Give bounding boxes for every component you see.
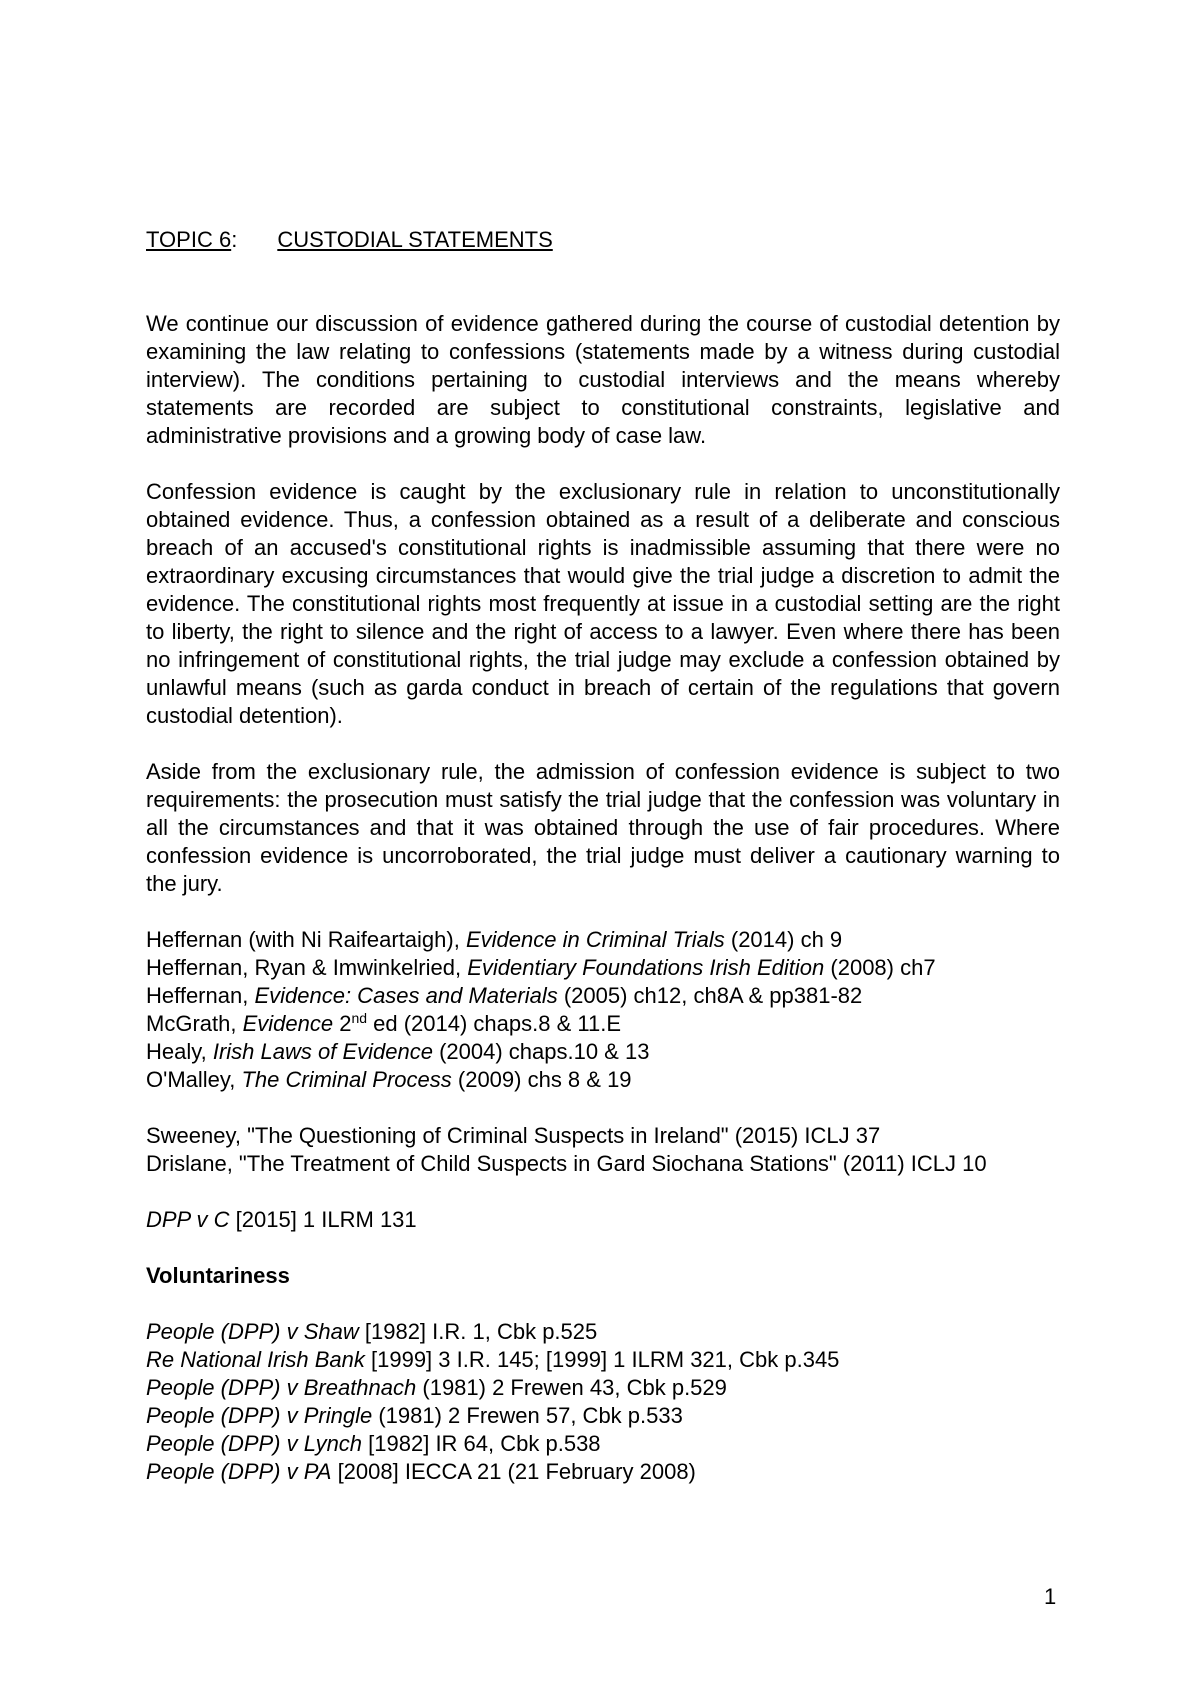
reference-item: Heffernan, Evidence: Cases and Materials (2005) ch12, ch8A & pp381-82 xyxy=(146,983,863,1008)
case-item: People (DPP) v PA [2008] IECCA 21 (21 February 2008) xyxy=(146,1459,696,1484)
exclusionary-paragraph: Confession evidence is caught by the exclusionary rule in relation to unconstitutionally obtained evidence. Thus, a confession obtained as a result of a deliberate and conscious breach of an accused's constitutional rights is inadmissible assuming that there were no extraordinary excusing circumstances that would give the trial judge a discretion to admit the evidence. The constitutional rights most frequently at issue in a custodial setting are the right to liberty, the right to silence and the right of access to a lawyer. Even where there has been no infringement of constitutional rights, the trial judge may exclude a confession obtained by unlawful means (such as garda conduct in breach of certain of the regulations that govern custodial detention). xyxy=(146,479,1060,728)
reference-item: O'Malley, The Criminal Process (2009) chs 8 & 19 xyxy=(146,1067,632,1092)
article-item: Sweeney, "The Questioning of Criminal Suspects in Ireland" (2015) ICLJ 37 xyxy=(146,1123,881,1148)
article-item: Drislane, "The Treatment of Child Suspects in Gard Siochana Stations" (2011) ICLJ 10 xyxy=(146,1151,987,1176)
topic-title: CUSTODIAL STATEMENTS xyxy=(277,227,553,252)
page-title xyxy=(146,226,1060,254)
page-number: 1 xyxy=(1044,1584,1057,1609)
topic-label: TOPIC 6 xyxy=(146,227,232,252)
requirements-paragraph: Aside from the exclusionary rule, the admission of confession evidence is subject to two requirements: the prosecution must satisfy the trial judge that the confession was voluntary in all the circumstances and that it was obtained through the use of fair procedures. Where confession evidence is uncorroborated, the trial judge must deliver a cautionary warning to the jury. xyxy=(146,759,1060,896)
case-reference-dpp-v-c: DPP v C [2015] 1 ILRM 131 xyxy=(146,1207,417,1232)
intro-paragraph: We continue our discussion of evidence gathered during the course of custodial detention by examining the law relating to confessions (statements made by a witness during custodial interview). The conditions pertaining to custodial interviews and the means whereby statements are recorded are subject to constitutional constraints, legislative and administrative provisions and a growing body of case law. xyxy=(146,311,1060,448)
case-item: Re National Irish Bank [1999] 3 I.R. 145; [1999] 1 ILRM 321, Cbk p.345 xyxy=(146,1347,840,1372)
reference-item: Healy, Irish Laws of Evidence (2004) chaps.10 & 13 xyxy=(146,1039,650,1064)
reference-item: McGrath, Evidence 2nd ed (2014) chaps.8 & 11.E xyxy=(146,1010,622,1036)
article-references xyxy=(146,1122,1060,1178)
case-item: People (DPP) v Shaw [1982] I.R. 1, Cbk p.525 xyxy=(146,1319,598,1344)
case-item: People (DPP) v Pringle (1981) 2 Frewen 57, Cbk p.533 xyxy=(146,1403,683,1428)
section-heading-voluntariness: Voluntariness xyxy=(146,1263,290,1288)
case-item: People (DPP) v Breathnach (1981) 2 Frewen 43, Cbk p.529 xyxy=(146,1375,727,1400)
document-page xyxy=(146,226,1060,1514)
case-item: People (DPP) v Lynch [1982] IR 64, Cbk p.538 xyxy=(146,1431,601,1456)
reference-item: Heffernan, Ryan & Imwinkelried, Evidentiary Foundations Irish Edition (2008) ch7 xyxy=(146,955,936,980)
topic-colon: : xyxy=(231,227,238,252)
reference-item: Heffernan (with Ni Raifeartaigh), Evidence in Criminal Trials (2014) ch 9 xyxy=(146,927,843,952)
book-references xyxy=(146,926,1060,1094)
voluntariness-cases xyxy=(146,1318,1060,1486)
